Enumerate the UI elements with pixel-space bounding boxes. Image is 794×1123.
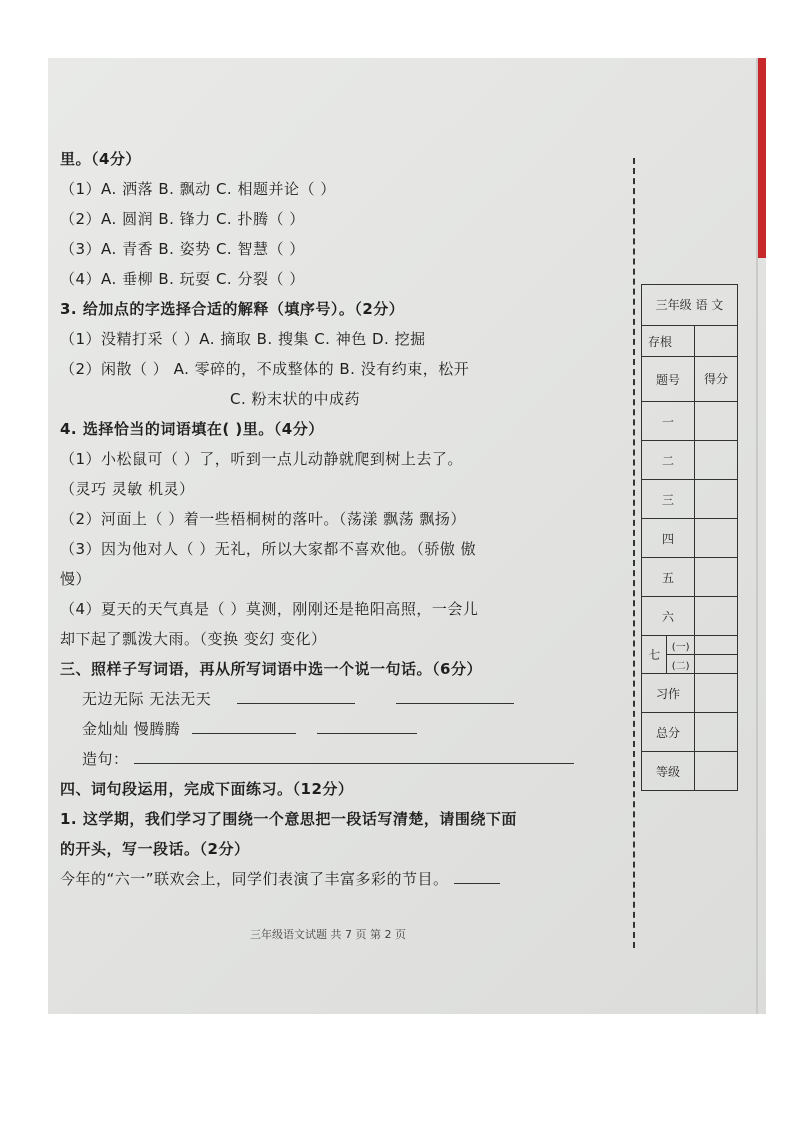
example-words: 无边无际 无法无天 bbox=[82, 690, 212, 708]
score-cell[interactable] bbox=[695, 558, 738, 597]
paper-edge bbox=[756, 58, 758, 1014]
row-label: 一 bbox=[642, 402, 695, 441]
score-cell[interactable] bbox=[695, 480, 738, 519]
word-example-line bbox=[60, 684, 620, 714]
row-label: 六 bbox=[642, 597, 695, 636]
text-line: 的开头，写一段话。（2分） bbox=[60, 840, 250, 858]
row-label: 习作 bbox=[642, 674, 695, 713]
text-line: （3）因为他对人（ ）无礼，所以大家都不喜欢他。（骄傲 傲 bbox=[60, 540, 477, 558]
text-line: 里。（4分） bbox=[60, 150, 141, 168]
score-table bbox=[641, 284, 738, 791]
stub-label: 存根 bbox=[642, 326, 695, 357]
text-line: 1. 这学期，我们学习了围绕一个意思把一段话写清楚，请围绕下面 bbox=[60, 810, 517, 828]
writing-blank[interactable] bbox=[454, 869, 500, 884]
score-cell[interactable] bbox=[695, 752, 738, 791]
score-cell[interactable] bbox=[695, 519, 738, 558]
col-item-label: 题号 bbox=[642, 357, 695, 402]
example-words: 金灿灿 慢腾腾 bbox=[82, 720, 181, 738]
row-seven-sub-label: (一) bbox=[667, 636, 695, 655]
score-cell[interactable] bbox=[695, 402, 738, 441]
writing-line bbox=[60, 864, 620, 894]
section-4-title: 四、词句段运用，完成下面练习。（12分） bbox=[60, 780, 354, 798]
score-cell[interactable] bbox=[695, 674, 738, 713]
answer-blank[interactable] bbox=[396, 689, 514, 704]
text-line: 却下起了瓢泼大雨。（变换 变幻 变化） bbox=[60, 630, 327, 648]
score-cell[interactable] bbox=[695, 655, 738, 674]
row-label: 五 bbox=[642, 558, 695, 597]
score-cell[interactable] bbox=[695, 441, 738, 480]
score-cell[interactable] bbox=[695, 636, 738, 655]
sentence-blank[interactable] bbox=[134, 749, 574, 764]
score-table-header: 三年级 语 文 bbox=[642, 285, 738, 326]
stub-cell[interactable] bbox=[695, 326, 738, 357]
text-line: （2）A. 圆润 B. 锋力 C. 扑腾（ ） bbox=[60, 210, 305, 228]
document-photo bbox=[48, 58, 766, 1014]
row-label: 总分 bbox=[642, 713, 695, 752]
section-3-title: 三、照样子写词语，再从所写词语中选一个说一句话。（6分） bbox=[60, 660, 482, 678]
page-footer: 三年级语文试题 共 7 页 第 2 页 bbox=[250, 928, 406, 941]
sentence-line bbox=[60, 744, 620, 774]
word-example-line bbox=[60, 714, 620, 744]
row-seven-sub-label: (二) bbox=[667, 655, 695, 674]
row-label: 二 bbox=[642, 441, 695, 480]
question-4-title: 4. 选择恰当的词语填在( )里。（4分） bbox=[60, 420, 324, 438]
score-cell[interactable] bbox=[695, 713, 738, 752]
row-label: 等级 bbox=[642, 752, 695, 791]
score-cell[interactable] bbox=[695, 597, 738, 636]
text-line: （4）A. 垂柳 B. 玩耍 C. 分裂（ ） bbox=[60, 270, 305, 288]
answer-blank[interactable] bbox=[317, 719, 417, 734]
writing-prompt: 今年的“六一”联欢会上，同学们表演了丰富多彩的节目。 bbox=[60, 870, 449, 888]
red-edge-strip bbox=[758, 58, 766, 258]
text-line: C. 粉末状的中成药 bbox=[230, 390, 361, 408]
text-line: 慢） bbox=[60, 570, 92, 588]
answer-blank[interactable] bbox=[237, 689, 355, 704]
exam-content bbox=[60, 144, 620, 894]
answer-blank[interactable] bbox=[192, 719, 296, 734]
text-line: （1）A. 洒落 B. 飘动 C. 相题并论（ ） bbox=[60, 180, 336, 198]
text-line: （4）夏天的天气真是（ ）莫测，刚刚还是艳阳高照，一会儿 bbox=[60, 600, 479, 618]
text-line: （2）河面上（ ）着一些梧桐树的落叶。（荡漾 飘荡 飘扬） bbox=[60, 510, 466, 528]
text-line: （1）没精打采（ ）A. 摘取 B. 搜集 C. 神色 D. 挖掘 bbox=[60, 330, 426, 348]
col-score-label: 得分 bbox=[695, 357, 738, 402]
binding-dashed-line bbox=[633, 158, 635, 948]
text-line: （灵巧 灵敏 机灵） bbox=[60, 480, 195, 498]
text-line: （2）闲散（ ） A. 零碎的，不成整体的 B. 没有约束，松开 bbox=[60, 360, 470, 378]
row-label: 四 bbox=[642, 519, 695, 558]
row-seven-label: 七 bbox=[642, 636, 667, 674]
row-label: 三 bbox=[642, 480, 695, 519]
text-line: （3）A. 青香 B. 姿势 C. 智慧（ ） bbox=[60, 240, 305, 258]
text-line: （1）小松鼠可（ ）了，听到一点儿动静就爬到树上去了。 bbox=[60, 450, 463, 468]
question-3-title: 3. 给加点的字选择合适的解释（填序号）。（2分） bbox=[60, 300, 405, 318]
sentence-label: 造句： bbox=[82, 750, 129, 768]
